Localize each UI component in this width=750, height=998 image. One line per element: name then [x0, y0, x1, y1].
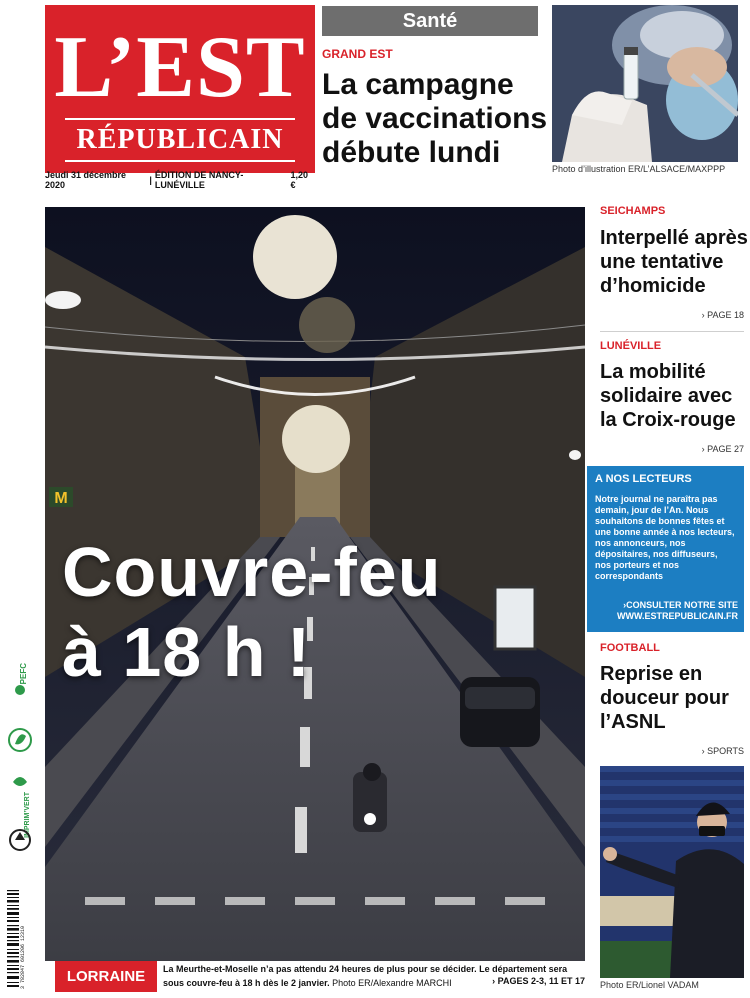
website-link-line1: ›CONSULTER NOTRE SITE: [623, 600, 738, 610]
coach-photo[interactable]: [600, 766, 744, 978]
masthead-logo[interactable]: [45, 5, 315, 173]
main-photo-credit: Photo ER/Alexandre MARCHI: [332, 978, 452, 988]
leaf-logo-icon: [9, 729, 31, 751]
recycle-logo-icon: [10, 830, 30, 850]
main-photo-street[interactable]: [45, 207, 585, 961]
main-headline-line1: Couvre-feu: [62, 533, 442, 611]
main-headline[interactable]: [62, 532, 441, 692]
pefc-label: PEFC: [19, 663, 28, 685]
imprim-vert-label: IMPRIM’VERT: [24, 792, 31, 838]
story1-page-ref[interactable]: › PAGE 18: [701, 310, 744, 320]
section-label-sante: Santé: [322, 6, 538, 36]
edition-name: ÉDITION DE NANCY-LUNÉVILLE: [154, 170, 244, 190]
top-story-region: GRAND EST: [322, 47, 393, 61]
svg-text:M: M: [54, 490, 68, 507]
story3-page-ref[interactable]: › SPORTS: [701, 746, 744, 756]
main-story-strip: [45, 961, 585, 992]
story3-kicker: FOOTBALL: [600, 642, 660, 654]
coach-illustration: [600, 766, 744, 978]
imprim-vert-logo-icon: [13, 777, 31, 838]
website-link[interactable]: [595, 600, 738, 622]
main-headline-line2: à 18 h !: [62, 613, 312, 691]
vaccine-photo-credit: Photo d’illustration ER/L’ALSACE/MAXPPP: [552, 164, 726, 174]
barcode-number: 3 782847 601206 12310: [20, 925, 26, 989]
story3-headline[interactable]: Reprise en douceur pour l’ASNL: [600, 663, 729, 733]
top-story-headline[interactable]: La campagne de vaccinations débute lundi: [322, 68, 548, 169]
story2-page-ref[interactable]: › PAGE 27: [701, 444, 744, 454]
main-story-text: La Meurthe-et-Moselle n’a pas attendu 24 heures de plus pour se décider. Le département sera sous couvre-feu à 18 h dès le 2 janvier.: [163, 964, 568, 988]
story1-headline[interactable]: Interpellé après une tentative d’homicide: [600, 227, 748, 297]
readers-notice-body: Notre journal ne paraîtra pas demain, jour de l’An. Nous souhaitons de bonnes fêtes et une bonne année à nos lecteurs, nos annonceurs, nos dépositaires, nos diffuseurs, nos porteurs et nos correspondants: [595, 494, 735, 581]
logo-subtitle: RÉPUBLICAIN: [76, 124, 284, 155]
readers-notice-title: A NOS LECTEURS: [595, 473, 692, 485]
vaccine-illustration: [552, 5, 738, 162]
coach-photo-credit: Photo ER/Lionel VADAM: [600, 980, 699, 990]
story1-kicker: SEICHAMPS: [600, 205, 666, 217]
logo-rule-top: [65, 118, 295, 120]
vaccine-photo[interactable]: [552, 5, 738, 162]
main-story-pages[interactable]: › PAGES 2-3, 11 ET 17: [488, 976, 585, 986]
story2-headline[interactable]: La mobilité solidaire avec la Croix-rouge: [600, 361, 736, 431]
region-label-lorraine: LORRAINE: [55, 961, 157, 992]
website-link-url: WWW.ESTREPUBLICAIN.FR: [617, 611, 738, 621]
readers-notice: [587, 466, 744, 632]
dateline: Jeudi 31 décembre 2020 | ÉDITION DE NANCY-LUNÉVILLE 1,20 €: [45, 173, 315, 187]
story2-kicker: LUNÉVILLE: [600, 340, 662, 352]
issue-date: Jeudi 31 décembre 2020: [45, 170, 127, 190]
pefc-logo-icon: [15, 663, 28, 695]
sidebar-divider: [600, 331, 744, 332]
logo-title: L’EST: [54, 19, 306, 116]
eco-labels: [3, 660, 37, 860]
barcode-icon: [5, 888, 27, 990]
logo-rule-bottom: [65, 160, 295, 162]
issue-price: 1,20 €: [290, 170, 309, 190]
